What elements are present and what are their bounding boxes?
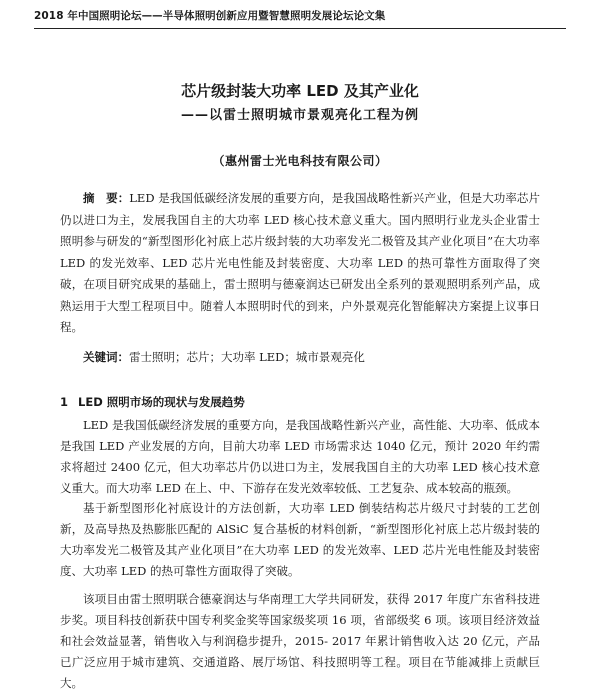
abstract-label: 摘 要： bbox=[83, 191, 130, 205]
paper-title: 芯片级封装大功率 LED 及其产业化 bbox=[181, 82, 419, 100]
paper-subtitle: ——以雷士照明城市景观亮化工程为例 bbox=[180, 108, 419, 123]
keywords-label: 关键词： bbox=[83, 350, 129, 364]
body-paragraph: 该项目由雷士照明联合德豪润达与华南理工大学共同研发，获得 2017 年度广东省科技进步奖。项目科技创新获中国专利奖金奖等国家级奖项 16 项，省部级奖 6 项。该项目经济效益和社会效益显著，销售收入与利润稳步提升，2015- 2017 年累计销售收入达 20 亿元，产品已广泛应用于城市建筑、交通道路、展厅场馆、科技照明等工程。项目在节能减排上贡献巨大。 bbox=[60, 592, 540, 690]
section-heading bbox=[60, 394, 245, 410]
keywords-text: 雷士照明；芯片；大功率 LED；城市景观亮化 bbox=[129, 350, 365, 364]
keywords bbox=[60, 347, 540, 367]
body-paragraph: 基于新型图形化衬底设计的方法创新，大功率 LED 倒装结构芯片级尺寸封装的工艺创新，及高导热及热膨胀匹配的 AlSiC 复合基板的材料创新，“新型图形化衬底上芯片级封装的大功率发光二极管及其产业化项目”在大功率 LED 的发光效率、LED 芯片光电性能及封装密度、大功率 LED 的热可靠性方面取得了突破。 bbox=[60, 501, 540, 578]
body-paragraph: LED 是我国低碳经济发展的重要方向，是我国战略性新兴产业，高性能、大功率、低成本是我国 LED 产业发展的方向，目前大功率 LED 市场需求达 1040 亿元，预计 2020 年约需求将超过 2400 亿元，但大功率芯片仍以进口为主，发展我国自主的大功率 LED 核心技术意义重大。而大功率 LED 在上、中、下游存在发光效率较低、工艺复杂、成本较高的瓶颈。 bbox=[60, 418, 540, 495]
author-affiliation: （惠州雷士光电科技有限公司） bbox=[212, 154, 388, 168]
section-number: 1 bbox=[60, 395, 69, 409]
abstract-text: LED 是我国低碳经济发展的重要方向，是我国战略性新兴产业，但是大功率芯片仍以进口为主，发展我国自主的大功率 LED 核心技术意义重大。国内照明行业龙头企业雷士照明参与研发的“新型图形化衬底上芯片级封装的大功率发光二极管及其产业化项目”在大功率 LED 的发光效率、LED 芯片光电性能及封装密度、大功率 LED 的热可靠性方面取得了突破，在项目研究成果的基础上，雷士照明与德豪润达已研发出全系列的景观照明系列产品，成熟运用于大型工程项目中。随着人本照明时代的到来，户外景观亮化智能解决方案提上议事日程。 bbox=[60, 191, 540, 334]
abstract bbox=[60, 188, 540, 339]
running-header: 2018 年中国照明论坛——半导体照明创新应用暨智慧照明发展论坛论文集 bbox=[34, 10, 386, 22]
header-rule bbox=[34, 28, 566, 29]
section-title: LED 照明市场的现状与发展趋势 bbox=[78, 395, 245, 409]
